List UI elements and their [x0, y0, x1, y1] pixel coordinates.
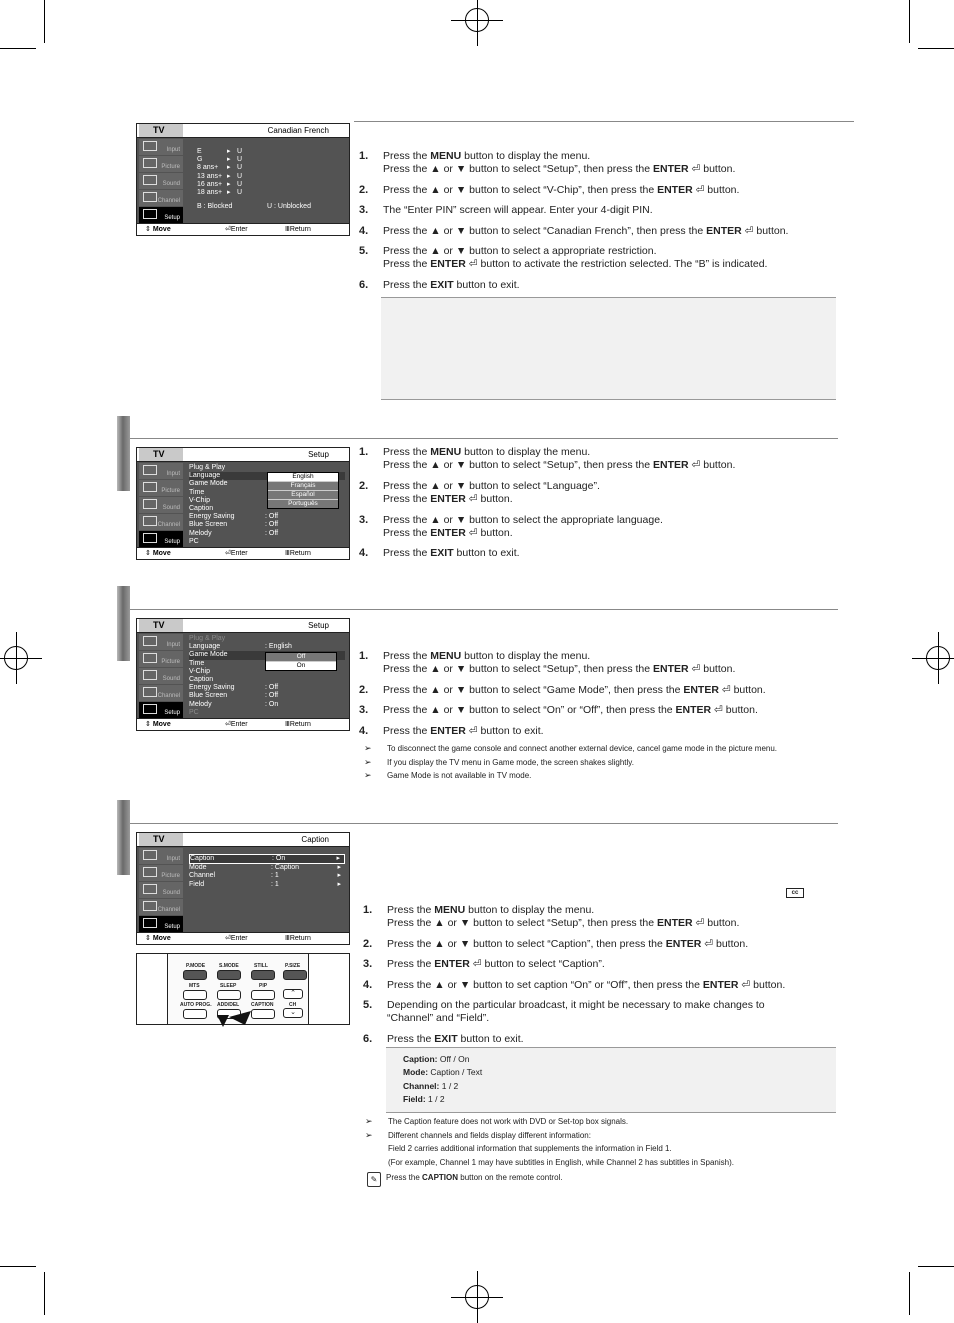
channel-icon [143, 901, 157, 911]
osd-title: Caption [301, 835, 329, 844]
registration-mark [926, 646, 950, 670]
menu-row: Energy Saving : Off [189, 684, 279, 692]
registration-mark [465, 1285, 489, 1309]
picture-icon [143, 482, 157, 492]
osd-return: Ⅲ Return [285, 721, 311, 728]
sound-icon [143, 175, 157, 185]
remote-label: CAPTION [251, 1002, 274, 1008]
crop-mark [0, 48, 36, 49]
rating-row: 8 ans+ ▸ U [197, 164, 243, 172]
smode-button [217, 970, 241, 980]
steps-caption [363, 904, 833, 1053]
step: 6. Press the EXIT button to exit. [363, 1032, 524, 1045]
menu-row: PC [189, 708, 199, 716]
steps-game-mode [359, 650, 829, 745]
setup-icon [143, 533, 157, 543]
input-icon [143, 141, 157, 151]
mts-button [183, 990, 207, 1000]
rating-row: G ▸ U [197, 156, 243, 164]
steps-language [359, 446, 829, 568]
language-popup [267, 472, 339, 509]
step: 6. Press the EXIT button to exit. [359, 278, 520, 291]
osd-return: Ⅲ Return [285, 226, 311, 233]
section-bar [117, 800, 130, 875]
osd-title: Setup [308, 450, 329, 459]
menu-row: V-Chip [189, 496, 211, 504]
osd-enter: ⏎ Enter [225, 721, 248, 728]
crop-mark [44, 0, 45, 43]
note: ➢ Game Mode is not available in TV mode. [364, 769, 834, 783]
crop-mark [909, 1272, 910, 1315]
step: 1. Press the MENU button to display the menu. Press the ▲ or ▼ button to select “Setup”, then press the ENTER ⏎ button. [359, 150, 736, 176]
menu-row: Game Mode [189, 651, 345, 659]
tv-osd-game-mode [136, 618, 350, 731]
remote-control-illustration [136, 953, 350, 1025]
osd-tv-label: TV [139, 124, 183, 137]
section-rule [130, 823, 838, 824]
note-continuation: Field 2 carries additional information that supplements the information in Field 1. [388, 1144, 672, 1154]
crop-mark [918, 1266, 954, 1267]
menu-row: Game Mode [189, 480, 228, 488]
step: 2. Press the ▲ or ▼ button to select “V-Chip”, then press the ENTER ⏎ button. [359, 183, 740, 196]
osd-side-channel: Channel [139, 685, 183, 701]
ch-down-icon: ⌄ [283, 1008, 303, 1018]
picture-icon [143, 867, 157, 877]
menu-row: Language : English [189, 643, 292, 651]
step: 5. Press the ▲ or ▼ button to select a appropriate restriction. Press the ENTER ⏎ button to activate the restriction selected. The “B” is indicated. [359, 245, 768, 271]
osd-side-picture: Picture [139, 865, 183, 881]
osd-side-channel: Channel [139, 899, 183, 915]
steps-canadian-french [359, 150, 829, 299]
remote-label: P.MODE [186, 963, 206, 969]
osd-enter: ⏎ Enter [225, 550, 248, 557]
osd-side-sound: Sound [139, 668, 183, 684]
osd-side-setup: Setup [139, 916, 183, 932]
caption-row: Field : 1 ▸ [189, 880, 341, 888]
osd-side-input: Input [139, 463, 183, 479]
tv-osd-language [136, 447, 350, 560]
osd-side-channel: Channel [139, 190, 183, 206]
pmode-button [183, 970, 207, 980]
osd-move: ⇕ Move [145, 721, 171, 728]
osd-side-input: Input [139, 848, 183, 864]
menu-row: Caption [189, 675, 214, 683]
channel-icon [143, 687, 157, 697]
osd-move: ⇕ Move [145, 550, 171, 557]
osd-title: Canadian French [267, 126, 329, 135]
remote-label: SLEEP [220, 983, 237, 989]
menu-row: Time [189, 488, 205, 496]
popup-option: Off [266, 653, 336, 662]
osd-enter: ⏎ Enter [225, 226, 248, 233]
osd-side-picture: Picture [139, 156, 183, 172]
popup-option: On [266, 662, 336, 670]
crop-mark [0, 1266, 36, 1267]
crop-mark [44, 1272, 45, 1315]
note-box [381, 297, 836, 400]
menu-row: Melody : Off [189, 529, 279, 537]
menu-row: Time [189, 659, 205, 667]
option-line: Field: 1 / 2 [403, 1094, 445, 1105]
tv-osd-canadian-french [136, 123, 350, 236]
step: 3. Press the ENTER ⏎ button to select “Caption”. [363, 958, 605, 971]
still-button [251, 970, 275, 980]
rating-row: 13 ans+ ▸ U [197, 172, 243, 180]
channel-icon [143, 516, 157, 526]
caption-row: Mode : Caption ▸ [189, 864, 341, 872]
registration-mark [4, 646, 28, 670]
input-icon [143, 850, 157, 860]
sound-icon [143, 884, 157, 894]
menu-row: Blue Screen : Off [189, 692, 279, 700]
caption-options-box [386, 1047, 836, 1113]
step: 3. Press the ▲ or ▼ button to select “On” or “Off”, then press the ENTER ⏎ button. [359, 704, 758, 717]
legend-row: B : Blocked U : Unblocked [197, 203, 311, 211]
rating-row: 18 ans+ ▸ U [197, 188, 243, 196]
step: 1. Press the MENU button to display the menu. Press the ▲ or ▼ button to select “Setup”, then press the ENTER ⏎ button. [359, 650, 736, 676]
remote-tip: Press the CAPTION button on the remote control. [386, 1173, 563, 1182]
osd-side-sound: Sound [139, 497, 183, 513]
note-continuation: (For example, Channel 1 may have subtitles in English, while Channel 2 has subtitles in Spanish). [388, 1157, 734, 1167]
menu-row: Energy Saving : Off [189, 513, 279, 521]
menu-row: Plug & Play [189, 635, 226, 642]
pip-button [251, 990, 275, 1000]
menu-row: Melody : On [189, 700, 279, 708]
input-icon [143, 465, 157, 475]
remote-label: P.SIZE [285, 963, 301, 969]
menu-row: Plug & Play [189, 464, 226, 471]
step: 1. Press the MENU button to display the menu. Press the ▲ or ▼ button to select “Setup”, then press the ENTER ⏎ button. [363, 904, 740, 930]
section-bar [117, 586, 130, 661]
menu-row: Language [189, 472, 345, 480]
game-mode-popup [265, 652, 337, 671]
sound-icon [143, 499, 157, 509]
note: ➢ To disconnect the game console and connect another external device, cancel game mode in the picture menu. [364, 742, 834, 756]
osd-side-picture: Picture [139, 480, 183, 496]
remote-label: AUTO PROG. [180, 1002, 212, 1008]
note: ➢ Different channels and fields display different information: [365, 1129, 835, 1143]
caption-row: Caption : On ▸ [189, 854, 345, 864]
sleep-button [217, 990, 241, 1000]
step: 3. Press the ▲ or ▼ button to select the appropriate language. Press the ENTER ⏎ button. [359, 513, 663, 540]
step: 4. Press the ENTER ⏎ button to exit. [359, 724, 544, 737]
tv-osd-caption [136, 832, 350, 945]
remote-label: PIP [259, 983, 268, 989]
step: 5. Depending on the particular broadcast, it might be necessary to make changes to “Channel” and “Field”. [363, 999, 765, 1025]
step: 2. Press the ▲ or ▼ button to select “Game Mode”, then press the ENTER ⏎ button. [359, 683, 766, 696]
osd-side-channel: Channel [139, 514, 183, 530]
remote-label: CH [289, 1002, 297, 1008]
setup-icon [143, 209, 157, 219]
remote-label: S.MODE [219, 963, 239, 969]
setup-icon [143, 704, 157, 714]
step: 4. Press the ▲ or ▼ button to select “Canadian French”, then press the ENTER ⏎ button. [359, 224, 789, 237]
osd-title: Setup [308, 621, 329, 630]
rating-row: 16 ans+ ▸ U [197, 180, 243, 188]
crop-mark [918, 48, 954, 49]
popup-option: Español [268, 491, 338, 500]
picture-icon [143, 653, 157, 663]
popup-option: English [268, 473, 338, 482]
cc-icon: cc [786, 888, 804, 898]
step: 4. Press the EXIT button to exit. [359, 547, 520, 560]
osd-side-setup: Setup [139, 207, 183, 223]
option-line: Channel: 1 / 2 [403, 1080, 459, 1091]
osd-tv-label: TV [139, 619, 183, 632]
osd-enter: ⏎ Enter [225, 935, 248, 942]
notes-caption [365, 1115, 835, 1169]
registration-mark [465, 8, 489, 32]
osd-side-setup: Setup [139, 531, 183, 547]
setup-icon [143, 918, 157, 928]
osd-return: Ⅲ Return [285, 935, 311, 942]
remote-label: MTS [189, 983, 200, 989]
menu-row: Blue Screen : Off [189, 521, 279, 529]
menu-row: Caption [189, 504, 214, 512]
menu-row: PC [189, 537, 199, 545]
section-rule [130, 609, 838, 610]
channel-icon [143, 192, 157, 202]
psize-button [283, 970, 307, 980]
osd-move: ⇕ Move [145, 935, 171, 942]
remote-tip-icon: ✎ [367, 1172, 381, 1187]
step: 4. Press the ▲ or ▼ button to set caption “On” or “Off”, then press the ENTER ⏎ button. [363, 978, 786, 991]
note: ➢ If you display the TV menu in Game mode, the screen shakes slightly. [364, 756, 834, 770]
sound-icon [143, 670, 157, 680]
picture-icon [143, 158, 157, 168]
osd-tv-label: TV [139, 448, 183, 461]
osd-side-sound: Sound [139, 882, 183, 898]
notes-game-mode [364, 742, 834, 783]
pointer-arrow-icon [215, 1009, 265, 1027]
osd-return: Ⅲ Return [285, 550, 311, 557]
option-line: Mode: Caption / Text [403, 1067, 483, 1078]
remote-label: STILL [254, 963, 268, 969]
section-rule [130, 438, 838, 439]
osd-side-setup: Setup [139, 702, 183, 718]
popup-option: Français [268, 482, 338, 491]
popup-option: Português [268, 500, 338, 508]
crop-mark [909, 0, 910, 43]
osd-tv-label: TV [139, 833, 183, 846]
step: 2. Press the ▲ or ▼ button to select “Language”. Press the ENTER ⏎ button. [359, 479, 600, 506]
osd-side-input: Input [139, 139, 183, 155]
osd-move: ⇕ Move [145, 226, 171, 233]
section-rule [354, 121, 854, 122]
auto-prog-button [183, 1009, 207, 1019]
section-bar [117, 416, 130, 491]
osd-side-picture: Picture [139, 651, 183, 667]
step: 2. Press the ▲ or ▼ button to select “Caption”, then press the ENTER ⏎ button. [363, 937, 749, 950]
caption-row: Channel : 1 ▸ [189, 872, 341, 880]
rating-row: E ▸ U [197, 148, 243, 155]
step: 3. The “Enter PIN” screen will appear. Enter your 4-digit PIN. [359, 204, 653, 217]
note: ➢ The Caption feature does not work with DVD or Set-top box signals. [365, 1115, 835, 1129]
step: 1. Press the MENU button to display the menu. Press the ▲ or ▼ button to select “Setup”, then press the ENTER ⏎ button. [359, 446, 736, 472]
osd-side-sound: Sound [139, 173, 183, 189]
option-line: Caption: Off / On [403, 1054, 470, 1064]
remote-label: ADD/DEL [217, 1002, 240, 1008]
ch-up-icon: ⌃ [283, 989, 303, 999]
input-icon [143, 636, 157, 646]
osd-side-input: Input [139, 634, 183, 650]
menu-row: V-Chip [189, 667, 211, 675]
